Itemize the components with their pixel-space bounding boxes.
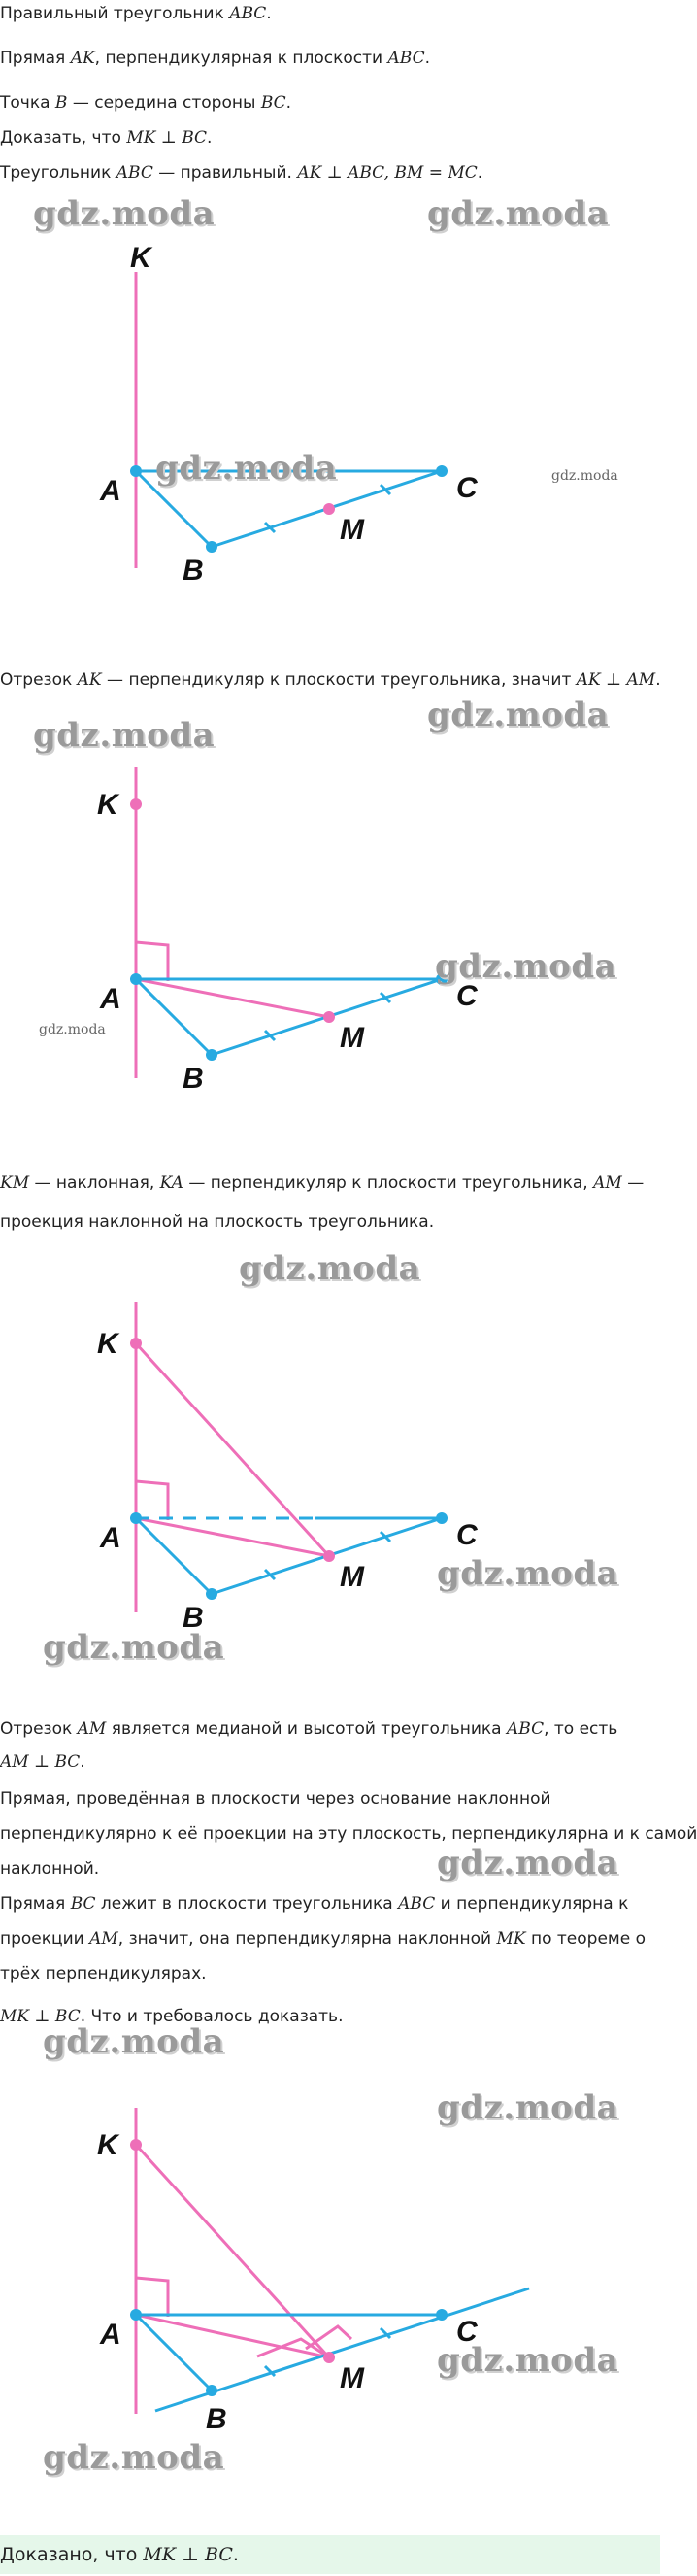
step3-line-9: MK ⊥ BC. Что и требовалось доказать. [0, 2007, 344, 2026]
given-line-1: Правильный треугольник ABC. [0, 4, 272, 23]
point-A [130, 2309, 142, 2321]
label-K: K [97, 2129, 118, 2161]
watermark: gdz.moda [33, 194, 216, 233]
point-C [436, 1512, 448, 1524]
label-A: A [100, 475, 121, 507]
label-C: C [456, 2316, 478, 2348]
step3-line-8: трёх перпендикулярах. [0, 1964, 207, 1983]
watermark: gdz.moda [427, 194, 610, 233]
step2-line-1: KM — наклонная, KA — перпендикуляр к плоскости треугольника, AM — [0, 1173, 645, 1193]
label-K: K [130, 242, 151, 274]
label-M: M [340, 514, 364, 546]
watermark: gdz.moda [239, 1249, 421, 1288]
label-B: B [206, 2403, 227, 2435]
step2-line-2: проекция наклонной на плоскость треугольника. [0, 1212, 435, 1232]
label-C: C [456, 1519, 478, 1551]
label-B: B [183, 1602, 204, 1634]
watermark-small: gdz.moda [39, 1022, 106, 1037]
watermark: gdz.moda [437, 1844, 619, 1882]
label-K: K [97, 789, 118, 821]
point-A [130, 973, 142, 985]
watermark: gdz.moda [437, 2341, 619, 2380]
point-A [130, 1512, 142, 1524]
step3-line-4: перпендикулярно к её проекции на эту плоскость, перпендикулярна и к самой [0, 1824, 697, 1844]
given-line-3: Точка B — середина стороны BC. [0, 93, 292, 113]
point-M [323, 503, 335, 515]
point-B [206, 541, 217, 553]
given-line-2: Прямая AK, перпендикулярная к плоскости ABC. [0, 49, 430, 68]
point-B [206, 2385, 217, 2396]
label-B: B [183, 1063, 204, 1095]
segment-AM [136, 2315, 329, 2357]
label-M: M [340, 1022, 364, 1054]
step3-line-2: AM ⊥ BC. [0, 1752, 85, 1772]
step1-text: Отрезок AK — перпендикуляр к плоскости треугольника, значит AK ⊥ AM. [0, 670, 661, 690]
figure-2 [0, 758, 660, 1117]
right-angle-mark [136, 942, 168, 981]
watermark: gdz.moda [427, 695, 610, 734]
point-K [130, 798, 142, 810]
conclusion-text: Доказано, что MK ⊥ BC. [0, 2544, 239, 2565]
label-B: B [183, 555, 204, 587]
point-M [323, 2352, 335, 2363]
given-line-5: Треугольник ABC — правильный. AK ⊥ ABC, BM = MC. [0, 163, 483, 183]
conclusion-box [0, 2535, 660, 2574]
step3-line-1: Отрезок AM является медианой и высотой треугольника ABC, то есть [0, 1719, 618, 1739]
point-M [323, 1550, 335, 1562]
right-angle-mark-AK [136, 2278, 168, 2317]
label-A: A [100, 983, 121, 1015]
given-line-4: Доказать, что MK ⊥ BC. [0, 128, 213, 148]
right-angle-mark [136, 1481, 168, 1520]
label-K: K [97, 1328, 118, 1360]
watermark-small: gdz.moda [551, 468, 618, 484]
step3-line-7: проекции AM, значит, она перпендикулярна наклонной MK по теореме о [0, 1929, 647, 1949]
label-C: C [456, 980, 478, 1012]
watermark: gdz.moda [437, 2088, 619, 2127]
point-C [436, 2309, 448, 2321]
segment-AM [136, 979, 329, 1017]
figure-4 [0, 2079, 660, 2448]
step3-line-6: Прямая BC лежит в плоскости треугольника ABC и перпендикулярна к [0, 1894, 629, 1914]
point-B [206, 1049, 217, 1061]
point-M [323, 1011, 335, 1023]
segment-KM [136, 2145, 329, 2357]
watermark: gdz.moda [43, 2438, 225, 2477]
point-K [130, 1338, 142, 1349]
side-AB [136, 2315, 212, 2390]
step3-line-3: Прямая, проведённая в плоскости через основание наклонной [0, 1789, 551, 1809]
watermark: gdz.moda [155, 449, 338, 488]
point-B [206, 1588, 217, 1600]
point-A [130, 465, 142, 477]
label-M: M [340, 2362, 364, 2394]
watermark: gdz.moda [435, 947, 617, 986]
figure-1 [0, 233, 660, 593]
watermark: gdz.moda [43, 2022, 225, 2061]
label-C: C [456, 472, 478, 504]
label-A: A [100, 1522, 121, 1554]
label-A: A [100, 2319, 121, 2351]
watermark: gdz.moda [437, 1554, 619, 1593]
figure-3 [0, 1292, 660, 1651]
point-C [436, 465, 448, 477]
label-M: M [340, 1561, 364, 1593]
step3-line-5: наклонной. [0, 1859, 100, 1879]
watermark: gdz.moda [43, 1628, 225, 1667]
point-K [130, 2139, 142, 2151]
watermark: gdz.moda [33, 716, 216, 755]
